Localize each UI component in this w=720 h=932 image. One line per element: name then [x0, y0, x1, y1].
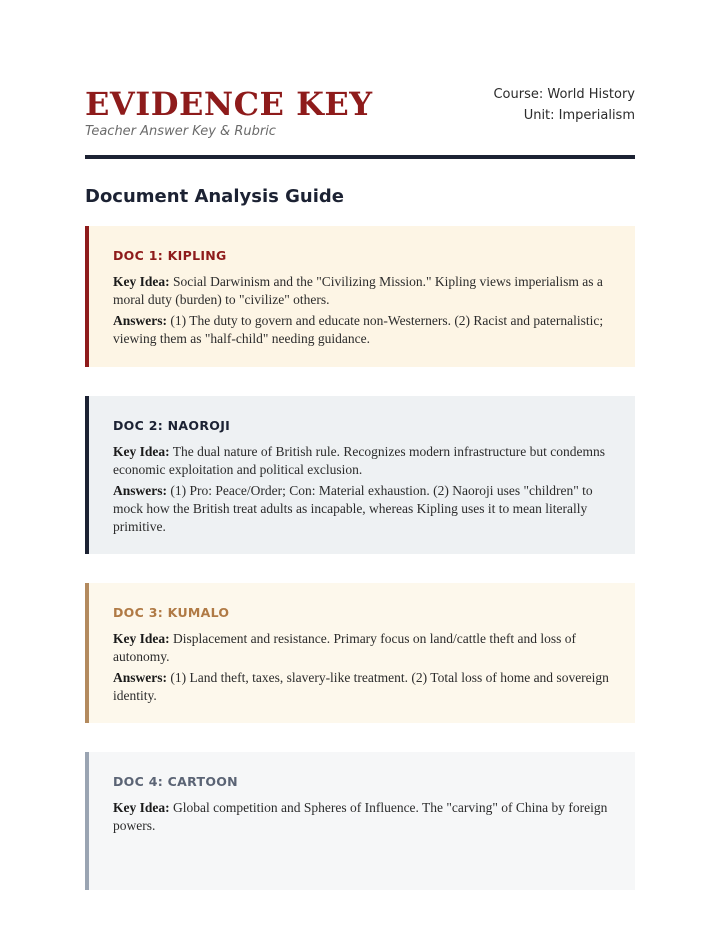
- key-idea: [113, 443, 611, 479]
- doc-card-kipling: [85, 226, 635, 367]
- header: [85, 0, 635, 160]
- key-idea-text: Displacement and resistance. Primary focus on land/cattle theft and loss of autonomy.: [113, 631, 577, 664]
- answers: [113, 312, 611, 348]
- key-idea-label: Key Idea:: [113, 631, 170, 646]
- course-label: Course: World History: [493, 87, 635, 102]
- answers-text: (1) Land theft, taxes, slavery-like treatment. (2) Total loss of home and sovereign identity.: [113, 670, 609, 703]
- doc-card-title: DOC 3: KUMALO: [113, 605, 230, 620]
- page-title: EVIDENCE KEY: [85, 85, 373, 123]
- key-idea-text: The dual nature of British rule. Recognizes modern infrastructure but condemns economic exploitation and political exclusion.: [113, 444, 606, 477]
- key-idea: [113, 630, 611, 666]
- key-idea-label: Key Idea:: [113, 800, 170, 815]
- key-idea: [113, 799, 611, 835]
- answers-label: Answers:: [113, 670, 167, 685]
- key-idea-text: Social Darwinism and the "Civilizing Mission." Kipling views imperialism as a moral duty (burden) to "civilize" others.: [113, 274, 603, 307]
- page-subtitle: Teacher Answer Key & Rubric: [85, 124, 276, 139]
- key-idea-label: Key Idea:: [113, 274, 170, 289]
- answers-text: (1) Pro: Peace/Order; Con: Material exhaustion. (2) Naoroji uses "children" to mock how the British treat adults as incapable, whereas Kipling uses it to mean literally primitive.: [113, 483, 593, 534]
- course-meta: [493, 84, 635, 126]
- doc-card-cartoon: [85, 752, 635, 890]
- answers: [113, 482, 611, 536]
- section-title: Document Analysis Guide: [85, 186, 344, 207]
- doc-card-naoroji: [85, 396, 635, 554]
- key-idea-label: Key Idea:: [113, 444, 170, 459]
- header-divider: [85, 155, 635, 159]
- answers-label: Answers:: [113, 483, 167, 498]
- unit-label: Unit: Imperialism: [523, 108, 635, 123]
- answers-text: (1) The duty to govern and educate non-Westerners. (2) Racist and paternalistic; viewing them as "half-child" needing guidance.: [113, 313, 604, 346]
- answers: [113, 669, 611, 705]
- answer-key-page: [85, 0, 635, 833]
- doc-card-title: DOC 2: NAOROJI: [113, 418, 231, 433]
- doc-card-title: DOC 4: CARTOON: [113, 774, 238, 789]
- doc-card-kumalo: [85, 583, 635, 723]
- doc-card-title: DOC 1: KIPLING: [113, 248, 227, 263]
- answers-label: Answers:: [113, 313, 167, 328]
- key-idea-text: Global competition and Spheres of Influence. The "carving" of China by foreign powers.: [113, 800, 608, 833]
- key-idea: [113, 273, 611, 309]
